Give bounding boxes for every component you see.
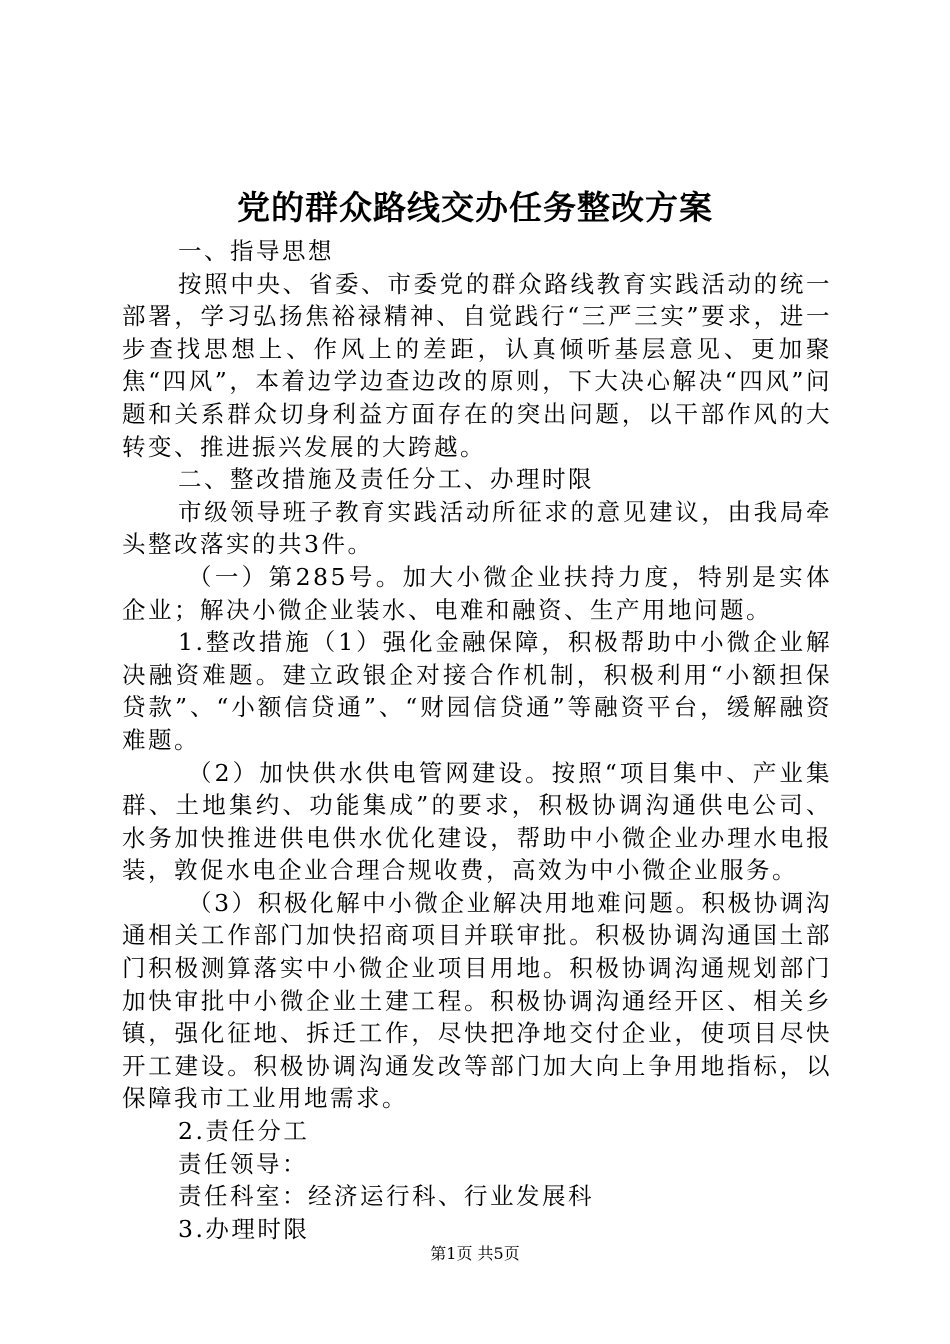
paragraph-item-285: （一）第285号。加大小微企业扶持力度，特别是实体企业；解决小微企业装水、电难和融资、生产用地问题。 bbox=[122, 562, 832, 624]
paragraph-measure-finance: 1.整改措施（1）强化金融保障，积极帮助中小微企业解决融资难题。建立政银企对接合作机制，积极利用“小额担保贷款”、“小额信贷通”、“财园信贷通”等融资平台，缓解融资难题。 bbox=[122, 628, 832, 754]
responsible-department: 责任科室：经济运行科、行业发展科 bbox=[178, 1182, 594, 1211]
document-body bbox=[122, 235, 832, 1245]
page-number-footer: 第1页 共5页 bbox=[430, 1244, 520, 1263]
section-responsibility: 2.责任分工 bbox=[178, 1117, 310, 1146]
paragraph-guiding-thought: 按照中央、省委、市委党的群众路线教育实践活动的统一部署，学习弘扬焦裕禄精神、自觉践行“三严三实”要求，进一步查找思想上、作风上的差距，认真倾听基层意见、更加聚焦“四风”，本着边学边查边改的原则，下大决心解决“四风”问题和关系群众切身利益方面存在的突出问题，以干部作风的大转变、推进振兴发展的大跨越。 bbox=[122, 269, 832, 461]
section-heading-guiding-thought: 一、指导思想 bbox=[178, 237, 334, 265]
responsible-leader: 责任领导： bbox=[178, 1149, 308, 1178]
paragraph-measure-water-power: （2）加快供水供电管网建设。按照“项目集中、产业集群、土地集约、功能集成”的要求，积极协调沟通供电公司、水务加快推进供电供水优化建设，帮助中小微企业办理水电报装，敦促水电企业合理合规收费，高效为中小微企业服务。 bbox=[122, 758, 832, 885]
paragraph-measure-land: （3）积极化解中小微企业解决用地难问题。积极协调沟通相关工作部门加快招商项目并联审批。积极协调沟通国土部门积极测算落实中小微企业项目用地。积极协调沟通规划部门加快审批中小微企业土建工程。积极协调沟通经开区、相关乡镇，强化征地、拆迁工作，尽快把净地交付企业，使项目尽快开工建设。积极协调沟通发改等部门加大向上争用地指标，以保障我市工业用地需求。 bbox=[122, 888, 832, 1113]
paragraph-opinions-count: 市级领导班子教育实践活动所征求的意见建议，由我局牵头整改落实的共3件。 bbox=[122, 497, 832, 559]
section-heading-measures: 二、整改措施及责任分工、办理时限 bbox=[178, 465, 594, 494]
document-title: 党的群众路线交办任务整改方案 bbox=[237, 188, 713, 227]
section-deadline: 3.办理时限 bbox=[178, 1214, 310, 1243]
